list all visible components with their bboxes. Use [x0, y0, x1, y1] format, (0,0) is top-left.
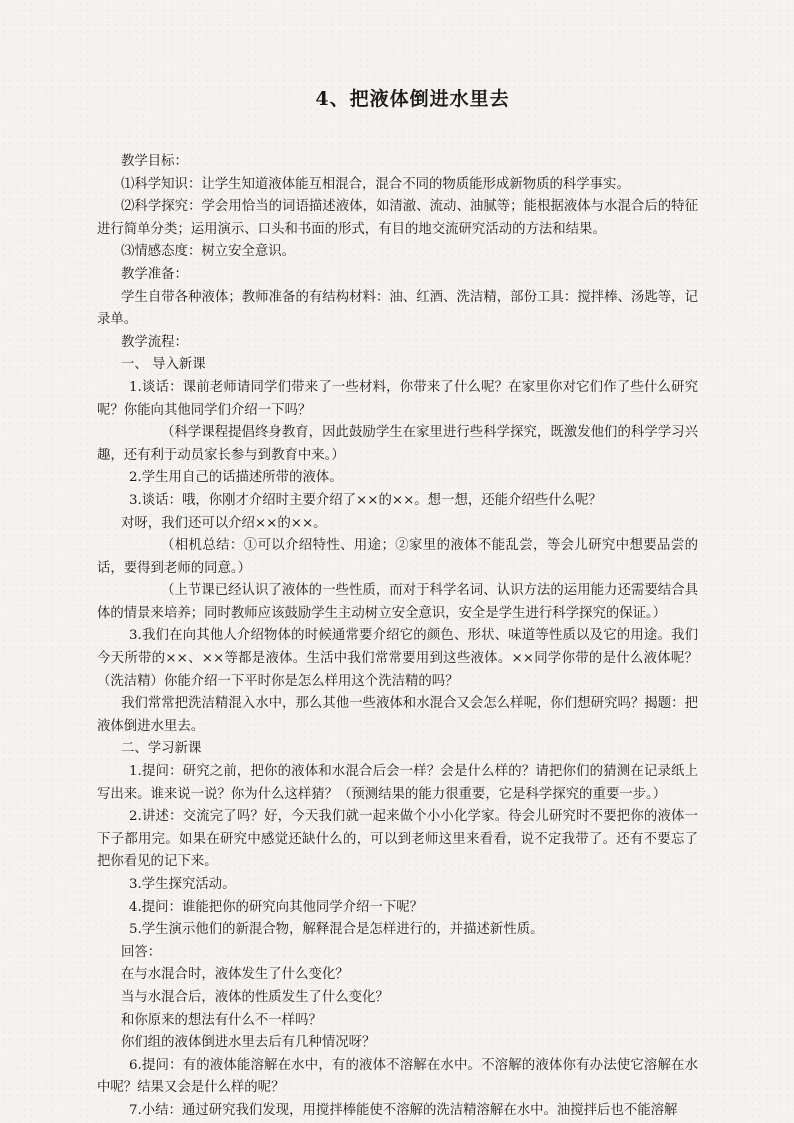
paragraph: 我们常常把洗洁精混入水中，那么其他一些液体和水混合又会怎么样呢，你们想研究吗？揭题：把液体倒进水里去。: [97, 696, 698, 734]
paragraph: （科学课程提倡终身教育，因此鼓励学生在家里进行些科学探究，既激发他们的科学学习兴趣，还有利于动员家长参与到教育中来。）: [97, 425, 698, 463]
paragraph: 3.学生探究活动。: [129, 877, 236, 892]
paragraph: 教学目标：: [121, 154, 188, 169]
paragraph: 2.学生用自己的话描述所带的液体。: [129, 470, 343, 486]
paragraph: 对呀，我们还可以介绍××的××。: [121, 515, 327, 531]
paragraph: ⑵科学探究：学会用恰当的词语描述液体，如清澈、流动、油腻等；能根据液体与水混合后的特征进行简单分类；运用演示、口头和书面的形式，有目的地交流研究活动的方法和结果。: [97, 199, 698, 237]
paragraph: 和你原来的想法有什么不一样吗？: [121, 1012, 322, 1028]
paragraph: 3.我们在向其他人介绍物体的时候通常要介绍它的颜色、形状、味道等性质以及它的用途。我们今天所带的××、××等都是液体。生活中我们常常要用到这些液体。××同学你带的是什么液体呢？（洗洁精）你能介绍一下平时你是怎么样用这个洗洁精的吗？: [97, 628, 698, 689]
paragraph: 7.小结：通过研究我们发现，用搅拌棒能使不溶解的洗洁精溶解在水中。油搅拌后也不能溶解: [129, 1102, 678, 1118]
paragraph: 3.谈话：哦，你刚才介绍时主要介绍了××的××。想一想，还能介绍些什么呢？: [129, 492, 602, 508]
paragraph: （相机总结：①可以介绍特性、用途；②家里的液体不能乱尝，等会儿研究中想要品尝的话，要得到老师的同意。）: [97, 538, 698, 576]
document-body: [97, 151, 698, 1123]
paragraph: 教学流程：: [121, 334, 188, 350]
paragraph: 学生自带各种液体；教师准备的有结构材料：油、红酒、洗洁精，部份工具：搅拌棒、汤匙等，记录单。: [97, 289, 698, 328]
paragraph: 教学准备：: [121, 266, 188, 282]
paragraph: 一、 导入新课: [121, 357, 206, 373]
paragraph: 在与水混合时，液体发生了什么变化？: [121, 967, 349, 983]
paragraph: 当与水混合后，液体的性质发生了什么变化？: [121, 989, 389, 1005]
paragraph: 6.提问：有的液体能溶解在水中，有的液体不溶解在水中。不溶解的液体你有办法使它溶解在水中呢？结果又会是什么样的呢？: [97, 1057, 698, 1096]
paragraph: 5.学生演示他们的新混合物，解释混合是怎样进行的，并描述新性质。: [129, 922, 544, 938]
paragraph: ⑴科学知识：让学生知道液体能互相混合，混合不同的物质能形成新物质的科学事实。: [121, 176, 630, 192]
paragraph: 4.提问：谁能把你的研究向其他同学介绍一下呢？: [129, 899, 423, 915]
paragraph: 回答：: [121, 944, 162, 960]
paragraph: 2.讲述：交流完了吗？好，今天我们就一起来做个小小化学家。待会儿研究时不要把你的液体一下子都用完。如果在研究中感觉还缺什么的，可以到老师这里来看看，说不定我带了。还有不要忘了把你看见的记下来。: [97, 809, 698, 870]
paragraph: ⑶情感态度：树立安全意识。: [121, 244, 296, 260]
paragraph: 1.提问：研究之前，把你的液体和水混合后会一样？会是什么样的？请把你们的猜测在记录纸上写出来。谁来说一说？你为什么这样猜？（预测结果的能力很重要，它是科学探究的重要一步。）: [97, 764, 698, 802]
paragraph: 1.谈话：课前老师请同学们带来了一些材料，你带来了什么呢？在家里你对它们作了些什么研究呢？你能向其他同学们介绍一下吗？: [97, 379, 698, 418]
paragraph: 你们组的液体倒进水里去后有几种情况呀？: [121, 1035, 376, 1051]
paragraph: （上节课已经认识了液体的一些性质，而对于科学名词、认识方法的运用能力还需要结合具体的情景来培养；同时教师应该鼓励学生主动树立安全意识，安全是学生进行科学探究的保证。）: [97, 583, 698, 621]
page-title: 4、把液体倒进水里去: [315, 88, 510, 110]
paragraph: 二、学习新课: [121, 741, 202, 757]
